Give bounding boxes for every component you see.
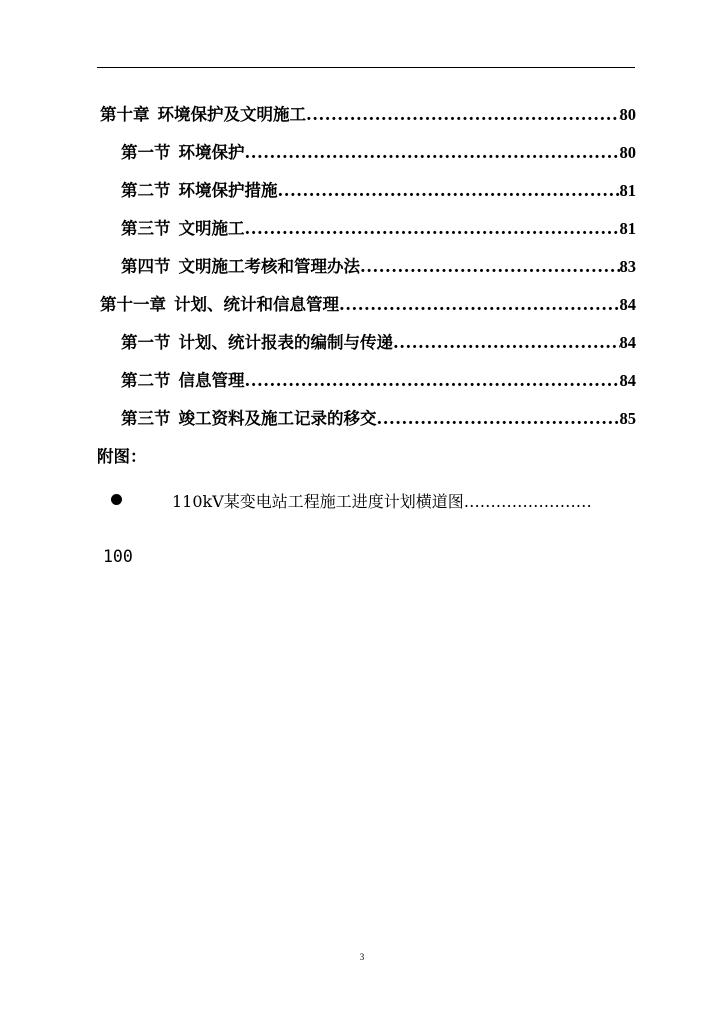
toc-entry[interactable] xyxy=(121,177,636,201)
toc-entry-page: 84 xyxy=(619,371,636,390)
toc-entry-label xyxy=(121,329,393,353)
header-rule xyxy=(97,67,635,68)
toc-entry-leader xyxy=(245,143,620,162)
toc-entry-page: 85 xyxy=(619,409,636,428)
toc-entry-label xyxy=(121,215,245,239)
toc-entry[interactable] xyxy=(121,367,636,391)
toc-entry-title: 环境保护 xyxy=(178,143,245,162)
toc-entry-title: 信息管理 xyxy=(178,371,245,390)
appendix-item-title: 110kV某变电站工程施工进度计划横道图 xyxy=(172,492,464,511)
appendix-heading: 附图： xyxy=(97,447,147,466)
appendix-item-page: 100 xyxy=(103,547,133,566)
toc-entry-leader xyxy=(393,333,620,352)
toc-entry-leader xyxy=(278,181,620,200)
toc-entry-page: 84 xyxy=(619,333,636,352)
toc-entry-leader xyxy=(360,257,620,276)
toc-entry-page: 84 xyxy=(619,295,636,314)
toc-entry-number: 第三节 xyxy=(121,409,171,428)
toc-entry-label xyxy=(121,405,377,429)
toc-entry-number: 第三节 xyxy=(121,219,171,238)
toc-entry-number: 第二节 xyxy=(121,371,171,390)
toc-entry-leader xyxy=(245,219,620,238)
toc-entry-leader xyxy=(245,371,620,390)
toc-entry-page: 81 xyxy=(619,219,636,238)
toc-entry-leader xyxy=(306,105,620,124)
toc-entry-label xyxy=(121,177,278,201)
toc-entry-title: 计划、统计和信息管理 xyxy=(174,295,339,314)
toc-entry-number: 第十章 xyxy=(100,105,150,124)
bullet-icon xyxy=(111,494,122,505)
toc-entry[interactable] xyxy=(121,329,636,353)
toc-entry-title: 环境保护措施 xyxy=(178,181,278,200)
toc-entry-title: 文明施工考核和管理办法 xyxy=(178,257,360,276)
toc-entry-page: 81 xyxy=(619,181,636,200)
appendix-item[interactable] xyxy=(172,489,592,512)
toc-entry[interactable] xyxy=(121,215,636,239)
toc-entry-number: 第二节 xyxy=(121,181,171,200)
toc-entry-page: 80 xyxy=(619,105,636,124)
toc-entry-label xyxy=(121,139,245,163)
toc-entry[interactable] xyxy=(121,253,636,277)
toc-entry[interactable] xyxy=(121,405,636,429)
toc-entry-label xyxy=(121,253,360,277)
toc-entry-label xyxy=(100,291,339,315)
toc-entry-title: 环境保护及文明施工 xyxy=(157,105,306,124)
toc-entry[interactable] xyxy=(100,101,636,125)
toc-entry-number: 第一节 xyxy=(121,143,171,162)
toc-entry-title: 竣工资料及施工记录的移交 xyxy=(178,409,377,428)
footer-page-number: 3 xyxy=(359,952,365,962)
toc-entry-leader xyxy=(339,295,620,314)
toc-entry[interactable] xyxy=(100,291,636,315)
toc-entry-title: 文明施工 xyxy=(178,219,245,238)
toc-entry[interactable] xyxy=(121,139,636,163)
toc-entry-number: 第十一章 xyxy=(100,295,166,314)
toc-entry-label xyxy=(100,101,306,125)
toc-entry-page: 80 xyxy=(619,143,636,162)
appendix-item-dots: …………………… xyxy=(463,492,592,511)
toc-entry-leader xyxy=(377,409,620,428)
toc-entry-page: 83 xyxy=(619,257,636,276)
toc-entry-number: 第四节 xyxy=(121,257,171,276)
toc-entry-label xyxy=(121,367,245,391)
toc-entry-number: 第一节 xyxy=(121,333,171,352)
toc-entry-title: 计划、统计报表的编制与传递 xyxy=(178,333,393,352)
